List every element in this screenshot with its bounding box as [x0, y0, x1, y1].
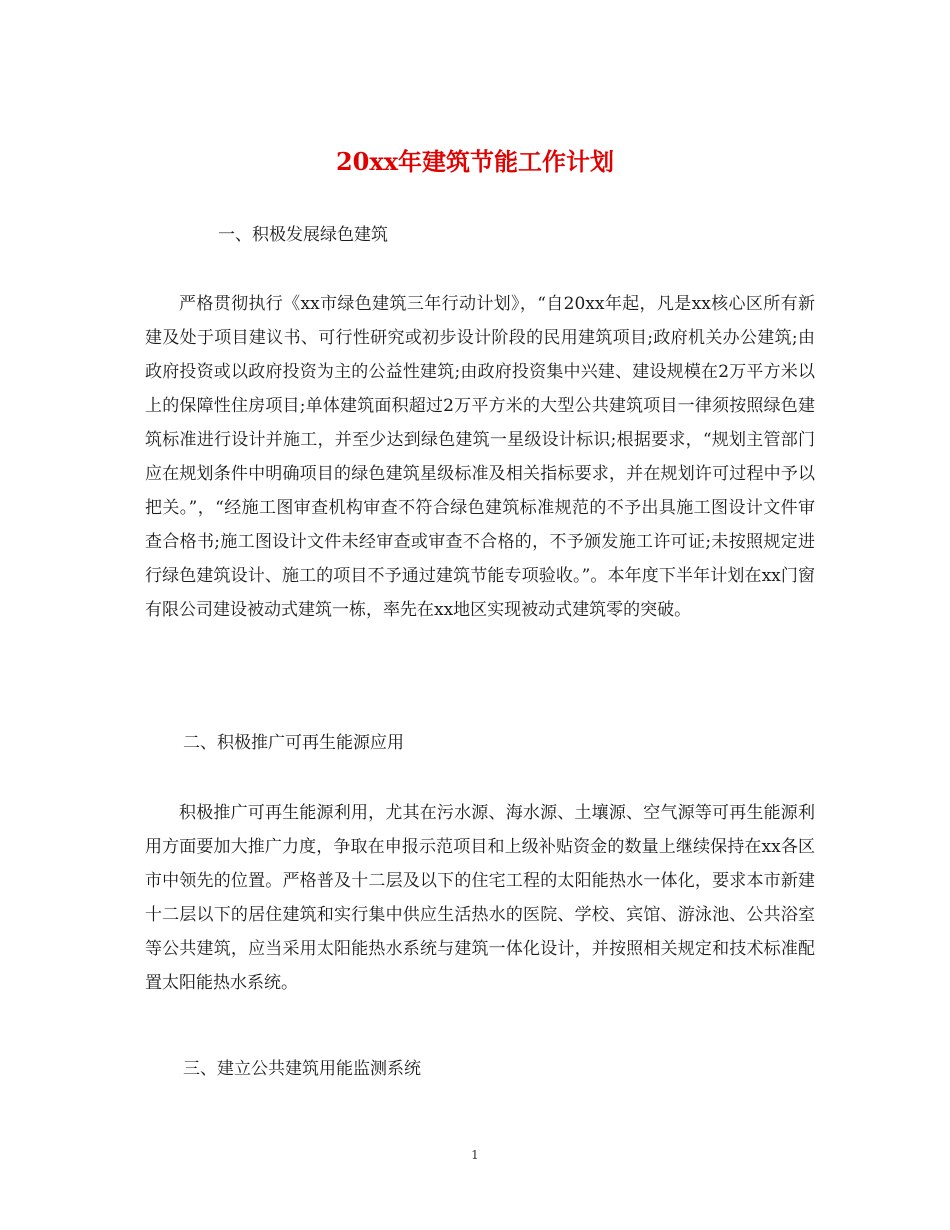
- document-title: 20xx年建筑节能工作计划: [335, 147, 614, 176]
- section-heading-2: 二、积极推广可再生能源应用: [183, 733, 404, 753]
- page-number: 1: [471, 1148, 479, 1162]
- section-paragraph-2: 积极推广可再生能源利用，尤其在污水源、海水源、土壤源、空气源等可再生能源利用方面要加大推广力度，争取在申报示范项目和上级补贴资金的数量上继续保持在xx各区市中领先的位置。严格普及十二层及以下的住宅工程的太阳能热水一体化，要求本市新建十二层以下的居住建筑和实行集中供应生活热水的医院、学校、宾馆、游泳池、公共浴室等公共建筑，应当采用太阳能热水系统与建筑一体化设计，并按照相关规定和技术标准配置太阳能热水系统。: [145, 803, 815, 993]
- section-heading-3: 三、建立公共建筑用能监测系统: [183, 1059, 421, 1079]
- section-heading-1: 一、积极发展绿色建筑: [218, 225, 388, 245]
- section-paragraph-1: 严格贯彻执行《xx市绿色建筑三年行动计划》，“自20xx年起，凡是xx核心区所有新建及处于项目建议书、可行性研究或初步设计阶段的民用建筑项目;政府机关办公建筑;由政府投资或以政府投资为主的公益性建筑;由政府投资集中兴建、建设规模在2万平方米以上的保障性住房项目;单体建筑面积超过2万平方米的大型公共建筑项目一律须按照绿色建筑标准进行设计并施工，并至少达到绿色建筑一星级设计标识;根据要求，“规划主管部门应在规划条件中明确项目的绿色建筑星级标准及相关指标要求，并在规划许可过程中予以把关。”，“经施工图审查机构审查不符合绿色建筑标准规范的不予出具施工图设计文件审查合格书;施工图设计文件未经审查或审查不合格的，不予颁发施工许可证;未按照规定进行绿色建筑设计、施工的项目不予通过建筑节能专项验收。”。本年度下半年计划在xx门窗有限公司建设被动式建筑一栋，率先在xx地区实现被动式建筑零的突破。: [145, 294, 815, 620]
